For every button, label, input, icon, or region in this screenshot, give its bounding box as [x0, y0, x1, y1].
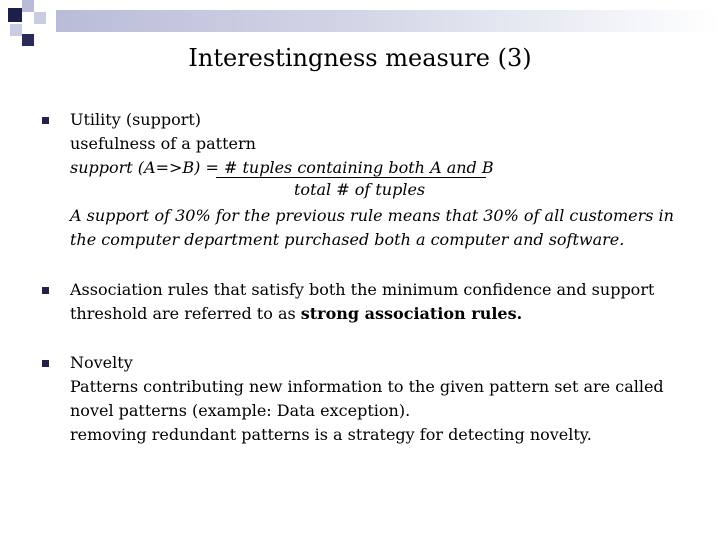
support-example-line-1: A support of 30% for the previous rule means that 30% of all customers in [70, 206, 674, 225]
corner-square-light-2 [34, 12, 46, 24]
strong-association-rules-term: strong association rules. [300, 304, 523, 323]
bullet-marker-1 [42, 117, 49, 124]
novelty-line-3: removing redundant patterns is a strategy for detecting novelty. [70, 425, 592, 444]
bullet-utility [70, 108, 680, 252]
bullet-marker-3 [42, 360, 49, 367]
utility-subtitle: usefulness of a pattern [70, 134, 256, 153]
support-formula-denominator: total # of tuples [294, 180, 426, 199]
corner-square-light-3 [10, 24, 22, 36]
support-formula [70, 156, 680, 204]
support-example-line-2: the computer department purchased both a computer and software. [70, 230, 625, 249]
support-formula-numerator: support (A=>B) = # tuples containing both A and B [70, 158, 494, 177]
bullet-marker-2 [42, 287, 49, 294]
novelty-line-2: novel patterns (example: Data exception). [70, 401, 411, 420]
bullet-novelty [70, 351, 680, 447]
corner-square-dark-1 [8, 8, 22, 22]
utility-heading: Utility (support) [70, 110, 202, 129]
novelty-heading: Novelty [70, 353, 133, 372]
association-line-1: Association rules that satisfy both the minimum confidence and support [70, 280, 655, 299]
header-band [56, 10, 720, 32]
slide-title: Interestingness measure (3) [188, 44, 532, 72]
association-line-2-prefix: threshold are referred to as [70, 304, 301, 323]
association-line-2 [70, 302, 680, 326]
corner-square-light-1 [22, 0, 34, 12]
novelty-line-1: Patterns contributing new information to the given pattern set are called [70, 377, 664, 396]
bullet-association-rules [70, 278, 680, 326]
